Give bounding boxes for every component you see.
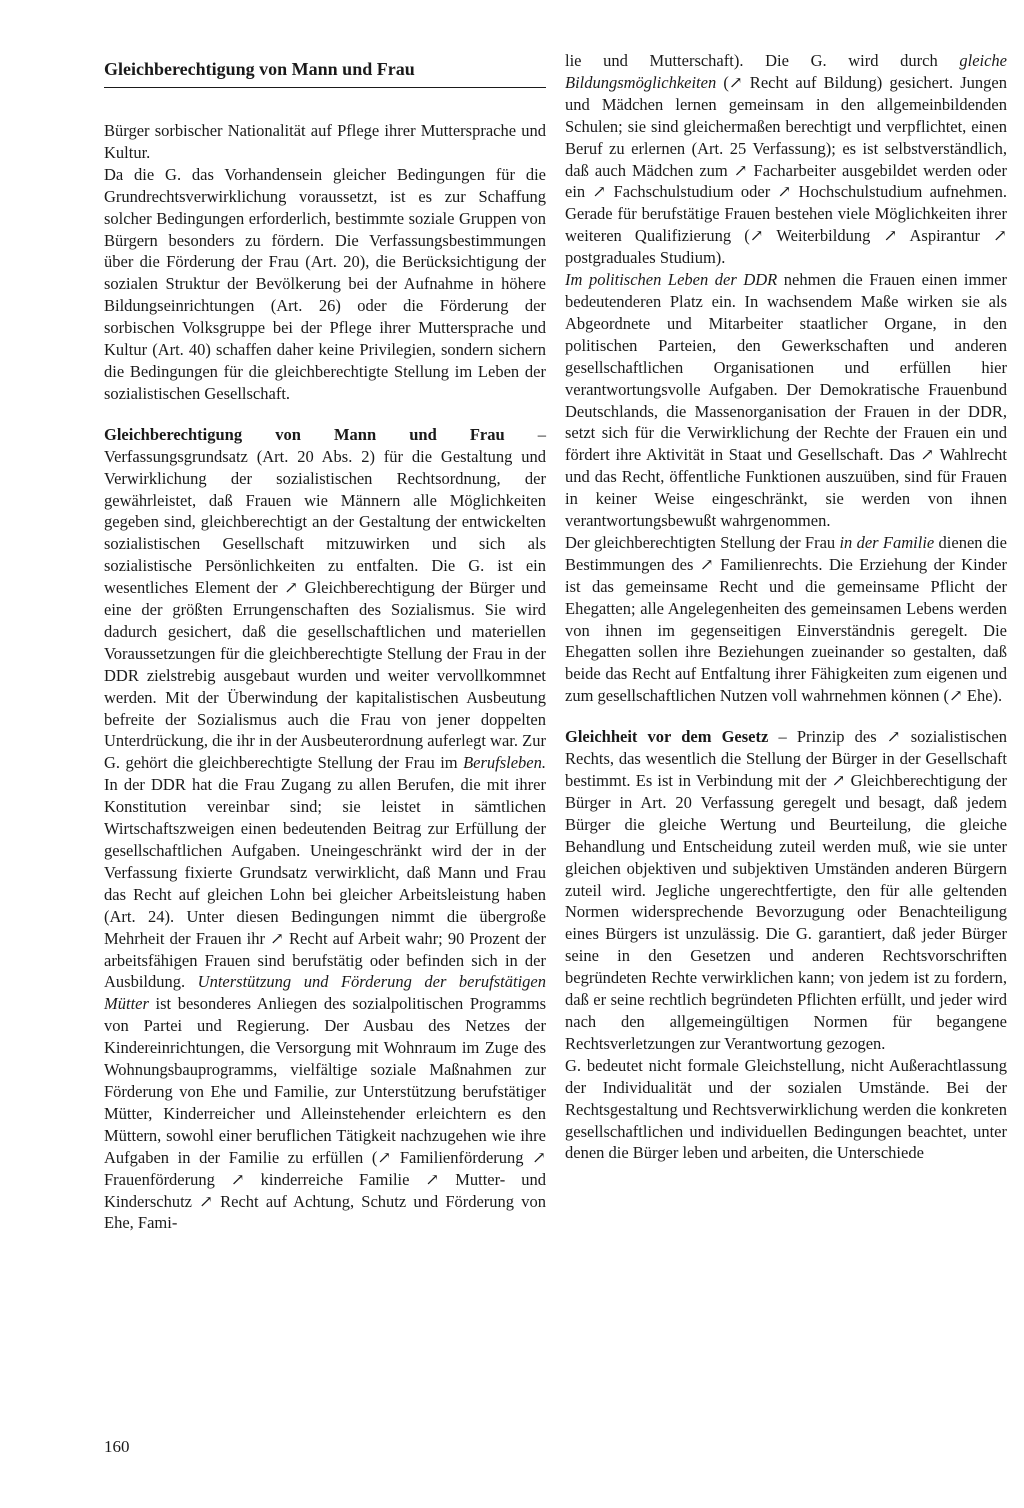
right-column [565,50,1007,1164]
paragraph-gleichheit-continued: G. bedeutet nicht formale Gleichstellung, nicht Außerachtlassung der Individualität und der sozialen Umstände. Bei der Rechtsgestaltung und Rechtsverwirklichung werden die konkreten gesellschaftlichen und individuellen Bedingungen beachtet, unter denen die Bürger leben und arbeiten, die Unterschiede [565,1055,1007,1163]
entry-text: In der DDR hat die Frau Zugang zu allen Berufen, die mit ihrer Konstitution vereinbar sind; sie leistet in sämtlichen Wirtschaftszweigen einen bedeutenden Beitrag zur Erfüllung der gesellschaftlichen Aufgaben. Uneingeschränkt wird der in der Verfassung fixierte Grundsatz verwirklicht, daß Mann und Frau das Recht auf gleichen Lohn bei gleicher Arbeitsleistung haben (Art. 24). Unter diesen Bedingungen nimmt die übergroße Mehrheit der Frauen ihr ↗ Recht auf Arbeit wahr; 90 Prozent der arbeitsfähigen Frauen sind berufstätig oder befinden sich in der Ausbildung. [104,775,546,992]
paragraph-text: lie und Mutterschaft). Die G. wird durch [565,51,960,70]
paragraph-text: (↗ Recht auf Bildung) gesichert. Jungen und Mädchen lernen gemeinsam in den allgemeinbildenden Schulen; sie sind gleichermaßen berechtigt und verpflichtet, einen Beruf zu erlernen (Art. 25 Verfassung); es ist selbstverständlich, daß auch Mädchen zum ↗ Facharbeiter ausgebildet werden oder ein ↗ Fachschulstudium oder ↗ Hochschulstudium aufnehmen. Gerade für berufstätige Frauen bestehen viele Möglichkeiten ihrer weiteren Qualifizierung (↗ Weiterbildung ↗ Aspirantur ↗ postgraduales Studium). [565,72,1007,268]
paragraph-politisches-leben [565,269,1007,532]
paragraph-text: nehmen die Frauen einen immer bedeutenderen Platz ein. In wachsendem Maße wirken sie als Abgeordnete und Mitarbeiter staatlicher Organe, in den politischen Parteien, den Gewerkschaften und anderen gesellschaftlichen Organisationen und erfüllen hier verantwortungsvolle Aufgaben. Der Demokratische Frauenbund Deutschlands, die Massenorganisation der Frauen in der DDR, setzt sich für die Verwirklichung der Rechte der Frauen ein und fördert ihre Aktivität in Staat und Gesellschaft. Das ↗ Wahlrecht und das Recht, öffentliche Funktionen auszuüben, sind für Frauen in keiner Weise eingeschränkt, sie werden von ihnen verantwortungsbewußt wahrgenommen. [565,270,1008,531]
paragraph-promotion-groups: Da die G. das Vorhandensein gleicher Bedingungen für die Grundrechtsverwirklichung voraussetzt, ist es zur Schaffung solcher Bedingungen erforderlich, bestimmte soziale Gruppen von Bürgern besonders zu fördern. Die Verfassungsbestimmungen über die Förderung der Frau (Art. 20), die Berücksichtigung der sozialen Struktur der Bevölkerung bei der Aufnahme in höhere Bildungseinrichtungen (Art. 26) oder die Förderung der sorbischen Volksgruppe bei der Pflege ihrer Muttersprache und Kultur (Art. 40) schaffen daher keine Privilegien, sondern sichern die Bedingungen für die gleichberechtigte Stellung im Leben der sozialistischen Gesellschaft. [104,164,546,403]
entry-text: – Prinzip des ↗ sozialistischen Rechts, das wesentlich die Stellung der Bürger in der Gesellschaft bestimmt. Es ist in Verbindung mit der ↗ Gleichberechtigung der Bürger in Art. 20 Verfassung geregelt und besagt, daß jedem Bürger die gleiche Wertung und Beurteilung, die gleiche Behandlung und Entscheidung zuteil werden muß, wie sie unter gleichen objektiven und subjektiven Umständen anderen Bürgern zuteil wird. Jegliche ungerechtfertigte, den für alle geltenden Normen widersprechende Bevorzugung oder Benachteiligung eines Bürgers ist unzulässig. Die G. garantiert, daß jeder Bürger seine in den Gesetzen und anderen Rechtsvorschriften begründeten Rechte verwirklichen kann; von jedem ist zu fordern, daß er seine rechtlich begründeten Pflichten erfüllt, und jeder wird nach den allgemeingültigen Normen für begangene Rechtsverletzungen zur Verantwortung gezogen. [565,727,1007,1053]
entry-gleichheit [565,726,1007,1055]
paragraph-text: dienen die Bestimmungen des ↗ Familienrechts. Die Erziehung der Kinder ist das gemeinsame Recht und die gemeinsame Pflicht der Ehegatten; alle Angelegenheiten des gemeinsamen Lebens werden von ihnen im gegenseitigen Einverständnis geregelt. Die Ehegatten sollen ihre Beziehungen zueinander so gestalten, daß beide das Recht auf Entfaltung ihrer Fähigkeiten zum eigenen und zum gesellschaftlichen Nutzen voll wahrnehmen können (↗ Ehe). [565,532,1008,706]
entry-term: Gleichheit vor dem Gesetz [565,727,769,747]
entry-emphasis: Unterstützung und Förderung der berufstätigen Mütter [104,972,546,1014]
paragraph-emphasis: Im politischen Leben der DDR [565,270,778,290]
paragraph-emphasis: gleiche Bildungsmöglichkeiten [565,51,1007,92]
entry-text: ist besonderes Anliegen des sozialpolitischen Programms von Partei und Regierung. Der Ausbau des Netzes der Kindereinrichtungen, die Versorgung mit Wohnraum im Zuge des Wohnungsbauprogramms, vielfältige soziale Maßnahmen zur Förderung von Ehe und Familie, zur Unterstützung berufstätiger Mütter, Kinderreicher und Alleinstehender erleichtern es den Müttern, sowohl einer beruflichen Tätigkeit nachzugehen wie ihre Aufgaben in der Familie zu erfüllen (↗ Familienförderung ↗ Frauenförderung ↗ kinderreiche Familie ↗ Mutter- und Kinderschutz ↗ Recht auf Achtung, Schutz und Förderung von Ehe, Fami- [104,994,546,1233]
paragraph-emphasis: in der Familie [839,532,935,552]
entry-term: Gleichberechtigung von Mann und Frau [104,424,505,444]
entry-text: – Verfassungsgrundsatz (Art. 20 Abs. 2) für die Gestaltung und Verwirklichung der sozialistischen Rechtsordnung, der gewährleistet, daß Frauen wie Männern alle Möglichkeiten gegeben sind, gleichberechtigt an der Gestaltung der entwickelten sozialistischen Gesellschaft mitzuwirken und sich als sozialistische Persönlichkeiten zu entfalten. Die G. ist ein wesentliches Element der ↗ Gleichberechtigung der Bürger und eine der größten Errungenschaften des Sozialismus. Sie wird dadurch gesichert, daß die gesellschaftlichen und materiellen Voraussetzungen für die gleichberechtigte Stellung der Frau in der DDR zielstrebig ausgebaut wurden und weiter vervollkommnet werden. Mit der Überwindung der kapitalistischen Ausbeutung befreite der Sozialismus auch die Frau von jener doppelten Unterdrückung, die ihr in der Ausbeuterordnung auferlegt war. Zur G. gehört die gleichberechtigte Stellung der Frau im [104,424,546,773]
entry-emphasis: Berufsleben. [463,753,546,773]
paragraph-familie [565,532,1007,707]
head-rule [104,87,546,88]
page-number: 160 [104,1437,130,1456]
entry-gleichberechtigung [104,424,546,1235]
running-head: Gleichberechtigung von Mann und Frau [104,59,415,79]
paragraph-sorbian-continuation: Bürger sorbischer Nationalität auf Pflege ihrer Muttersprache und Kultur. [104,121,546,162]
left-column [104,50,546,1234]
paragraph-bildung [565,50,1007,269]
paragraph-text: Der gleichberechtigten Stellung der Frau [565,532,840,552]
